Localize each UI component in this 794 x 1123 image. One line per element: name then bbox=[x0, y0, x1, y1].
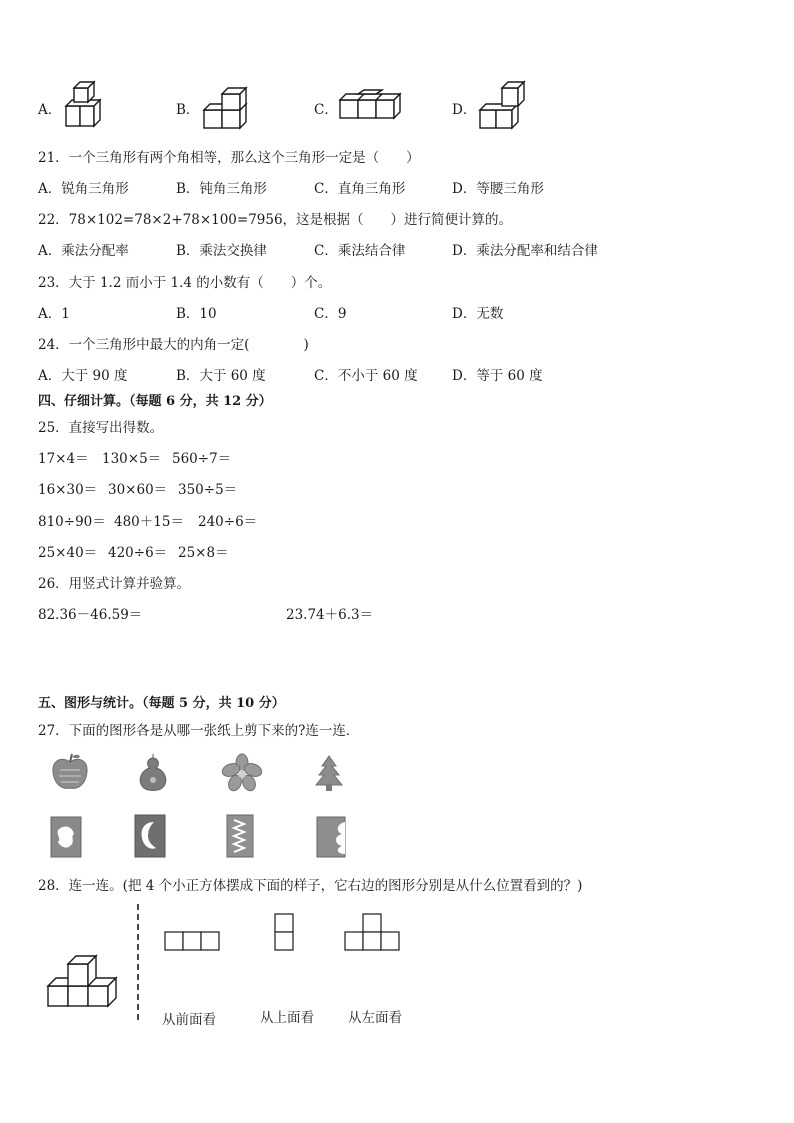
q26-item-1: 82.36－46.59＝ bbox=[38, 607, 143, 623]
q22-option-b[interactable]: B．乘法交换律 bbox=[176, 243, 267, 259]
paper-cut-bumps-icon[interactable] bbox=[316, 816, 346, 858]
view-three-in-row-icon[interactable] bbox=[164, 930, 222, 952]
four-cube-model-icon bbox=[44, 950, 126, 1010]
calc-item: 240÷6＝ bbox=[198, 514, 258, 530]
q23-option-d[interactable]: D．无数 bbox=[452, 306, 504, 322]
calc-item: 25×40＝ bbox=[38, 545, 98, 561]
label-front-view[interactable]: 从前面看 bbox=[162, 1012, 216, 1028]
view-t-shape-icon[interactable] bbox=[344, 912, 402, 952]
calc-item: 25×8＝ bbox=[178, 545, 229, 561]
section-5-heading: 五、图形与统计。（每题 5 分，共 10 分） bbox=[38, 696, 285, 711]
q20-option-b-label[interactable]: B． bbox=[176, 102, 200, 118]
q21-option-b[interactable]: B．钝角三角形 bbox=[176, 181, 267, 197]
q26-stem: 26．用竖式计算并验算。 bbox=[38, 576, 191, 592]
q22-option-a[interactable]: A．乘法分配率 bbox=[38, 243, 129, 259]
label-left-view[interactable]: 从左面看 bbox=[348, 1010, 402, 1026]
q21-stem: 21．一个三角形有两个角相等，那么这个三角形一定是（ ） bbox=[38, 150, 420, 166]
q27-stem: 27．下面的图形各是从哪一张纸上剪下来的?连一连． bbox=[38, 723, 360, 739]
paper-cut-leaf-icon[interactable] bbox=[50, 816, 82, 858]
pine-tree-icon[interactable] bbox=[314, 754, 344, 792]
calc-item: 810÷90＝ bbox=[38, 514, 106, 530]
dashed-divider bbox=[136, 904, 140, 1024]
q20-option-c-label[interactable]: C． bbox=[314, 102, 338, 118]
q26-item-2: 23.74＋6.3＝ bbox=[286, 607, 374, 623]
section-4-heading: 四、仔细计算。（每题 6 分，共 12 分） bbox=[38, 394, 272, 409]
q24-option-b[interactable]: B．大于 60 度 bbox=[176, 368, 266, 384]
calc-item: 17×4＝ bbox=[38, 451, 89, 467]
calc-item: 130×5＝ bbox=[102, 451, 162, 467]
cube-figure-d-icon bbox=[476, 78, 528, 134]
q24-option-c[interactable]: C．不小于 60 度 bbox=[314, 368, 418, 384]
q24-option-d[interactable]: D．等于 60 度 bbox=[452, 368, 543, 384]
q23-option-a[interactable]: A．1 bbox=[38, 306, 70, 322]
q20-option-d-label[interactable]: D． bbox=[452, 102, 477, 118]
apple-icon[interactable] bbox=[50, 752, 90, 792]
cube-figure-c-icon bbox=[338, 90, 400, 122]
q22-option-c[interactable]: C．乘法结合律 bbox=[314, 243, 406, 259]
q23-stem: 23．大于 1.2 而小于 1.4 的小数有（ ）个。 bbox=[38, 275, 332, 291]
label-top-view[interactable]: 从上面看 bbox=[260, 1010, 314, 1026]
q21-option-a[interactable]: A．锐角三角形 bbox=[38, 181, 129, 197]
q20-option-a-label[interactable]: A． bbox=[38, 102, 62, 118]
calc-item: 480＋15＝ bbox=[114, 514, 184, 530]
calc-item: 16×30＝ bbox=[38, 482, 98, 498]
calc-item: 30×60＝ bbox=[108, 482, 168, 498]
calc-item: 420÷6＝ bbox=[108, 545, 168, 561]
gourd-icon[interactable] bbox=[136, 752, 170, 792]
cube-figure-b-icon bbox=[202, 86, 252, 130]
q24-stem: 24．一个三角形中最大的内角一定( ) bbox=[38, 337, 309, 353]
q23-option-b[interactable]: B．10 bbox=[176, 306, 217, 322]
cube-figure-a-icon bbox=[62, 80, 102, 130]
q21-option-c[interactable]: C．直角三角形 bbox=[314, 181, 406, 197]
q22-option-d[interactable]: D．乘法分配率和结合律 bbox=[452, 243, 598, 259]
flower-icon[interactable] bbox=[222, 754, 262, 792]
paper-cut-zigzag-icon[interactable] bbox=[226, 814, 254, 858]
calc-item: 350÷5＝ bbox=[178, 482, 238, 498]
calc-item: 560÷7＝ bbox=[172, 451, 232, 467]
q22-stem: 22．78×102=78×2+78×100=7956，这是根据（ ）进行简便计算的。 bbox=[38, 212, 513, 228]
view-two-stacked-icon[interactable] bbox=[274, 912, 296, 952]
q25-stem: 25．直接写出得数。 bbox=[38, 420, 164, 436]
q24-option-a[interactable]: A．大于 90 度 bbox=[38, 368, 128, 384]
q28-stem: 28．连一连。(把 4 个小正方体摆成下面的样子，它右边的图形分别是从什么位置看到的？) bbox=[38, 878, 583, 894]
q23-option-c[interactable]: C．9 bbox=[314, 306, 347, 322]
q21-option-d[interactable]: D．等腰三角形 bbox=[452, 181, 544, 197]
paper-cut-c-icon[interactable] bbox=[134, 814, 166, 858]
